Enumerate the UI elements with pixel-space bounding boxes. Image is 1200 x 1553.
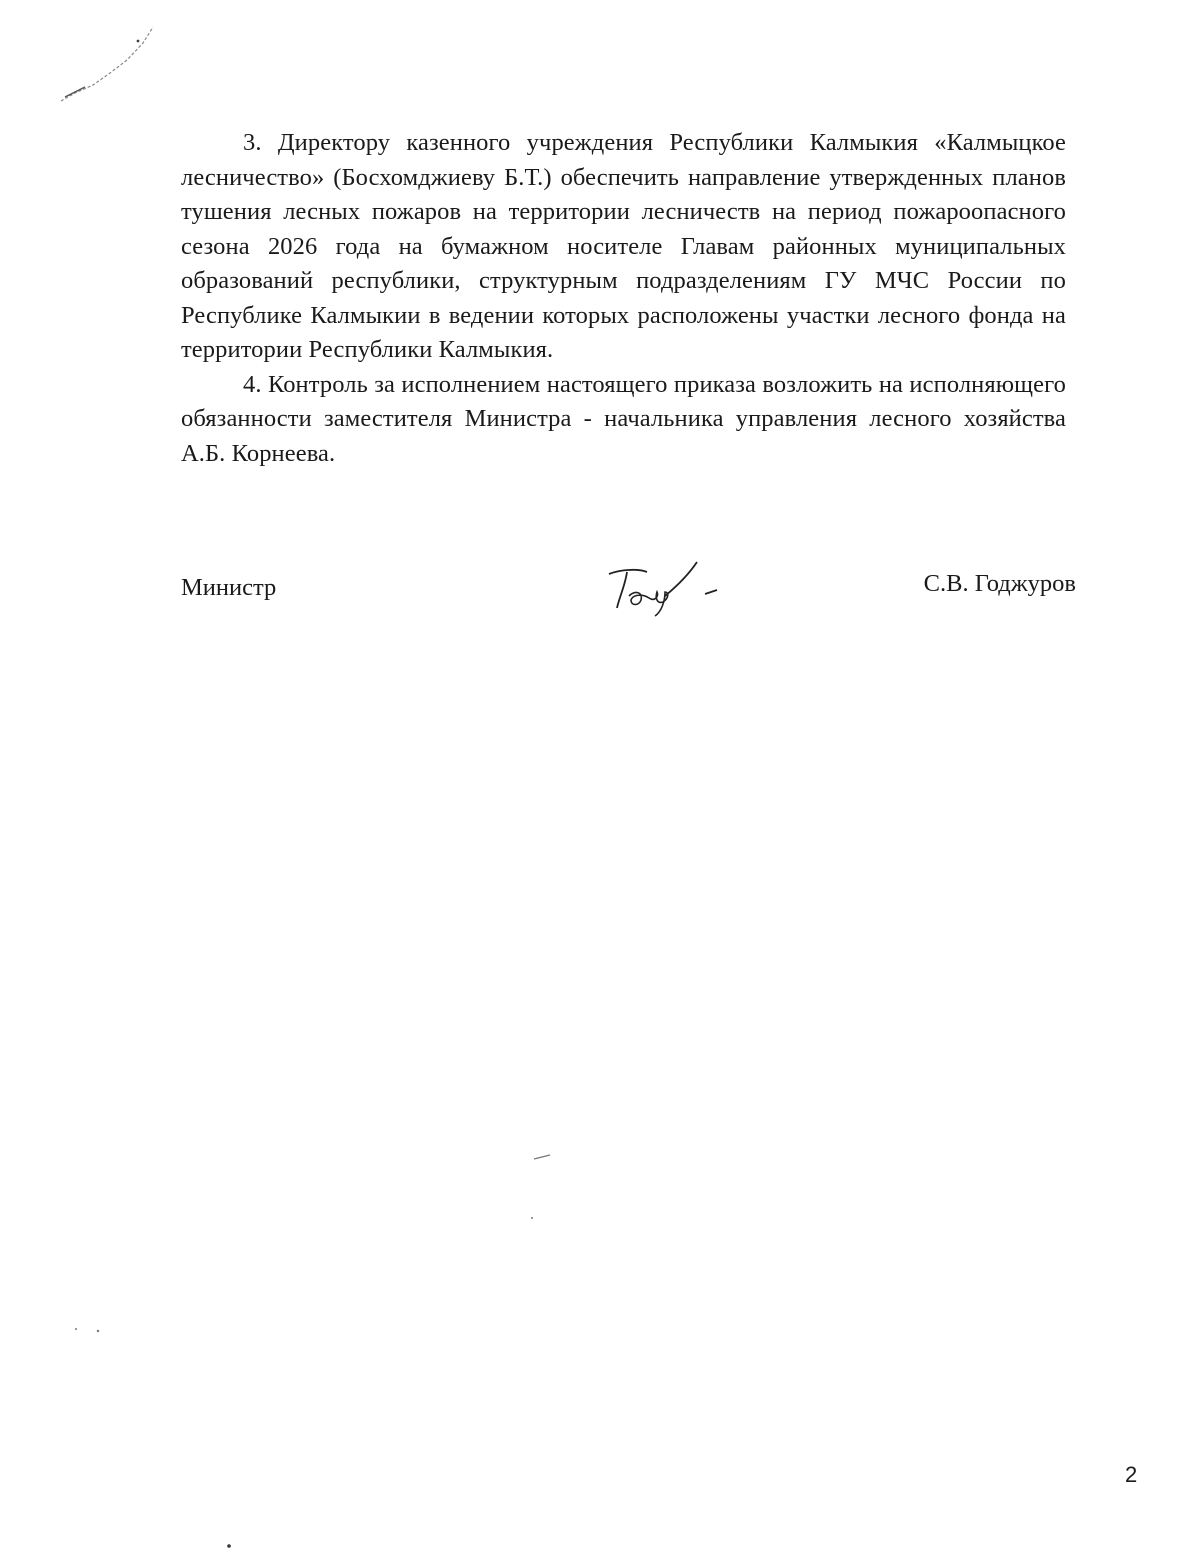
scan-artifact-top-left xyxy=(55,5,160,110)
handwritten-signature xyxy=(599,552,729,622)
scan-artifact-bottom xyxy=(225,1542,233,1550)
signatory-name: С.В. Годжуров xyxy=(923,570,1076,597)
signature-block xyxy=(181,570,1076,630)
scan-artifact-left xyxy=(70,1325,110,1337)
paragraph-3: 3. Директору казенного учреждения Республики Калмыкия «Калмыцкое лесничество» (Босхомджиеву Б.Т.) обеспечить направление утвержденных планов тушения лесных пожаров на территории лесничеств на период пожароопасного сезона 2026 года на бумажном носителе Главам районных муниципальных образований республики, структурным подразделениям ГУ МЧС России по Республике Калмыкии в ведении которых расположены участки лесного фонда на территории Республики Калмыкия. xyxy=(181,129,1066,363)
document-body xyxy=(181,126,1066,471)
signatory-title: Министр xyxy=(181,574,277,601)
paragraph-4: 4. Контроль за исполнением настоящего приказа возложить на исполняющего обязанности заместителя Министра - начальника управления лесного хозяйства А.Б. Корнеева. xyxy=(181,370,1066,467)
scan-artifact-middle xyxy=(530,1150,560,1230)
page-number: 2 xyxy=(1125,1462,1138,1487)
